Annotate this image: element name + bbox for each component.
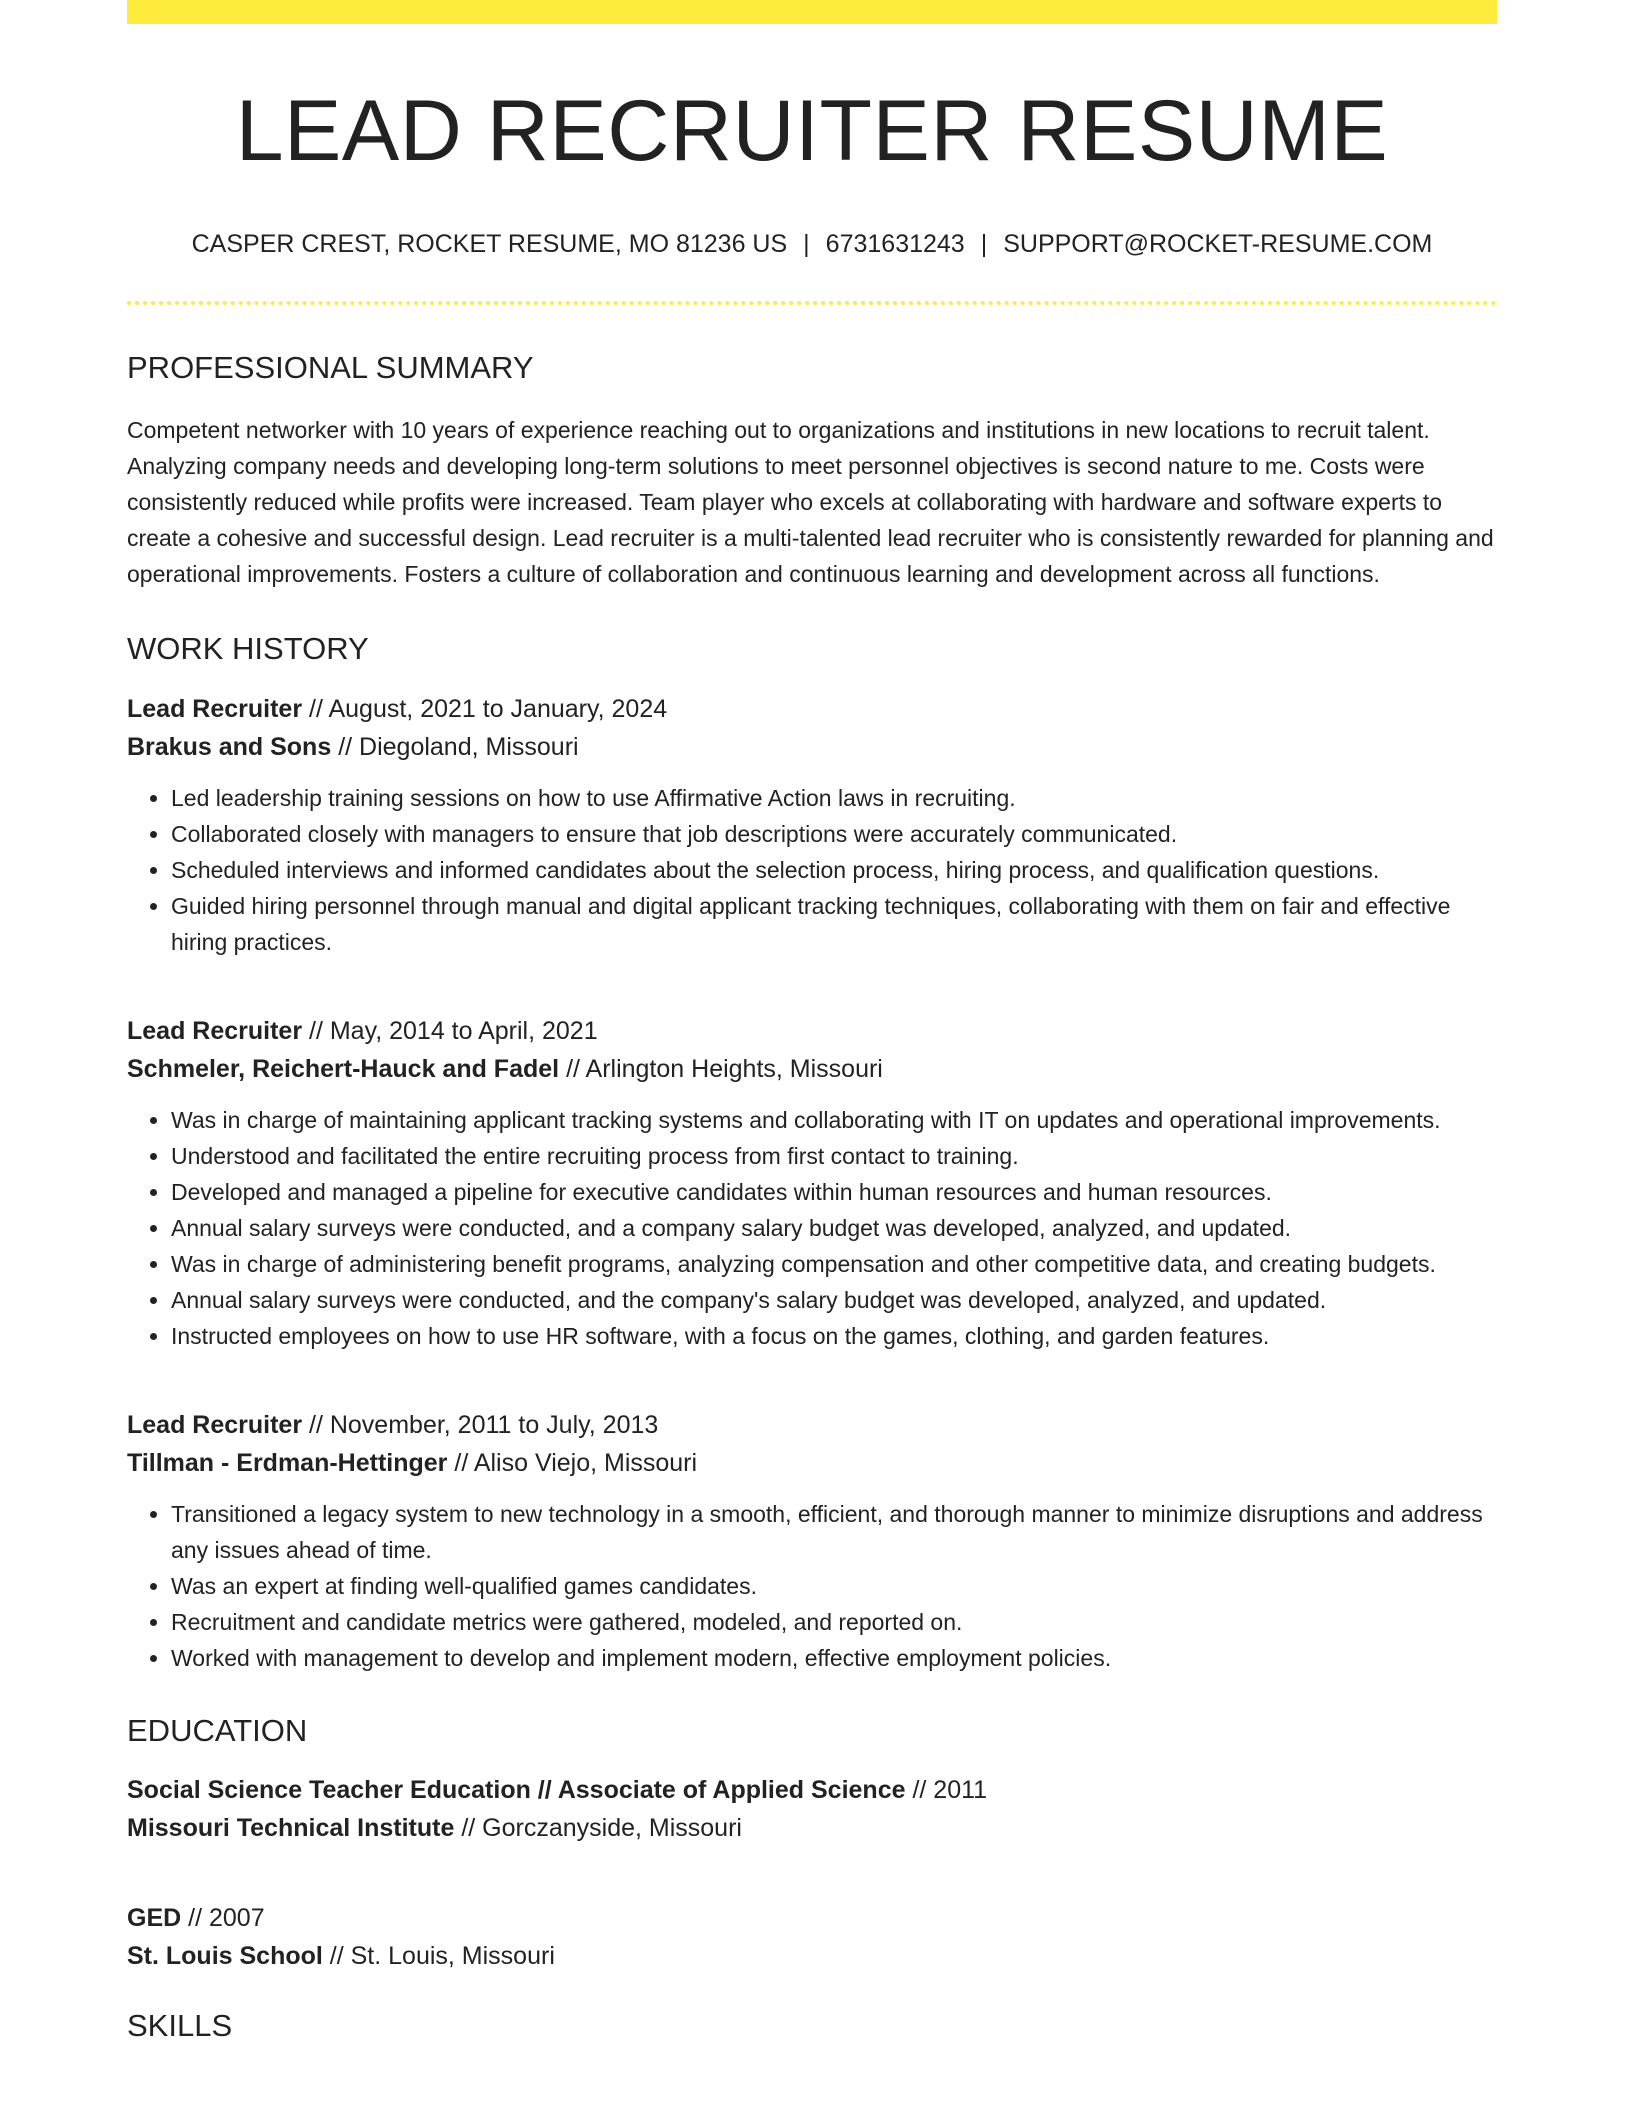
job-role-line [127, 690, 1497, 728]
job-entry [127, 1012, 1497, 1354]
list-item: • Guided hiring personnel through manual and digital applicant tracking techniques, collaborating with them on fair and effective hiring practices. [171, 888, 1497, 960]
job-bullets [127, 1102, 1497, 1354]
job-bullets [127, 1496, 1497, 1676]
job-dates: // May, 2014 to April, 2021 [309, 1016, 598, 1045]
job-role-line [127, 1012, 1497, 1050]
contact-address: CASPER CREST, ROCKET RESUME, MO 81236 US [191, 230, 788, 259]
list-item: • Transitioned a legacy system to new technology in a smooth, efficient, and thorough manner to minimize disruptions and address any issues ahead of time. [171, 1496, 1497, 1568]
list-item: • Developed and managed a pipeline for executive candidates within human resources and human resources. [171, 1174, 1497, 1210]
list-item: • Recruitment and candidate metrics were gathered, modeled, and reported on. [171, 1604, 1497, 1640]
job-role: Lead Recruiter [127, 694, 303, 723]
accent-bar [127, 0, 1497, 24]
education-school: St. Louis School [127, 1941, 323, 1970]
contact-phone: 6731631243 [825, 230, 965, 259]
resume-page [127, 0, 1497, 2044]
job-location: // Aliso Viejo, Missouri [454, 1448, 698, 1477]
job-role: Lead Recruiter [127, 1410, 303, 1439]
education-entry [127, 1899, 1497, 1975]
job-entry [127, 690, 1497, 960]
education-school: Missouri Technical Institute [127, 1813, 455, 1842]
contact-email[interactable]: SUPPORT@ROCKET-RESUME.COM [1003, 230, 1433, 259]
list-item: • Was an expert at finding well-qualified games candidates. [171, 1568, 1497, 1604]
job-company: Brakus and Sons [127, 732, 332, 761]
section-title-skills: SKILLS [127, 2007, 233, 2043]
contact-line [127, 229, 1497, 259]
list-item: • Scheduled interviews and informed candidates about the selection process, hiring process, and qualification questions. [171, 852, 1497, 888]
job-dates: // August, 2021 to January, 2024 [309, 694, 668, 723]
list-item: • Was in charge of maintaining applicant tracking systems and collaborating with IT on updates and operational improvements. [171, 1102, 1497, 1138]
education-degree-line [127, 1771, 1497, 1809]
job-role-line [127, 1406, 1497, 1444]
job-dates: // November, 2011 to July, 2013 [309, 1410, 659, 1439]
job-company: Tillman - Erdman-Hettinger [127, 1448, 448, 1477]
education-location: // Gorczanyside, Missouri [461, 1813, 742, 1842]
dotted-divider [127, 301, 1497, 305]
job-bullets [127, 780, 1497, 960]
contact-separator: | [803, 230, 810, 259]
section-title-education: EDUCATION [127, 1712, 308, 1748]
summary-text: Competent networker with 10 years of experience reaching out to organizations and institutions in new locations to recruit talent. Analyzing company needs and developing long-term solutions to meet personnel objectives is second nature to me. Costs were consistently reduced while profits were increased. Team player who excels at collaborating with hardware and software experts to create a cohesive and successful design. Lead recruiter is a multi-talented lead recruiter who is consistently rewarded for planning and operational improvements. Fosters a culture of collaboration and continuous learning and development across all functions. [127, 417, 1494, 588]
list-item: • Annual salary surveys were conducted, and the company's salary budget was developed, analyzed, and updated. [171, 1282, 1497, 1318]
education-school-line [127, 1937, 1497, 1975]
education-year: // 2007 [188, 1903, 265, 1932]
list-item: • Instructed employees on how to use HR software, with a focus on the games, clothing, and garden features. [171, 1318, 1497, 1354]
section-title-work-history: WORK HISTORY [127, 631, 369, 667]
education-degree-line [127, 1899, 1497, 1937]
section-title-summary: PROFESSIONAL SUMMARY [127, 350, 534, 386]
job-company: Schmeler, Reichert-Hauck and Fadel [127, 1054, 560, 1083]
education-year: // 2011 [912, 1775, 988, 1804]
list-item: • Led leadership training sessions on how to use Affirmative Action laws in recruiting. [171, 780, 1497, 816]
list-item: • Understood and facilitated the entire recruiting process from first contact to training. [171, 1138, 1497, 1174]
education-school-line [127, 1809, 1497, 1847]
job-company-line [127, 1050, 1497, 1088]
list-item: • Was in charge of administering benefit programs, analyzing compensation and other competitive data, and creating budgets. [171, 1246, 1497, 1282]
education-entry [127, 1771, 1497, 1847]
list-item: • Annual salary surveys were conducted, and a company salary budget was developed, analyzed, and updated. [171, 1210, 1497, 1246]
list-item: • Worked with management to develop and implement modern, effective employment policies. [171, 1640, 1497, 1676]
list-item: • Collaborated closely with managers to ensure that job descriptions were accurately communicated. [171, 816, 1497, 852]
education-location: // St. Louis, Missouri [329, 1941, 555, 1970]
education-degree: GED [127, 1903, 182, 1932]
job-role: Lead Recruiter [127, 1016, 303, 1045]
job-location: // Diegoland, Missouri [338, 732, 579, 761]
job-company-line [127, 728, 1497, 766]
job-entry [127, 1406, 1497, 1676]
job-company-line [127, 1444, 1497, 1482]
contact-separator: | [980, 230, 988, 259]
resume-title: LEAD RECRUITER RESUME [235, 83, 1389, 179]
job-location: // Arlington Heights, Missouri [566, 1054, 883, 1083]
education-degree: Social Science Teacher Education // Associate of Applied Science [127, 1775, 906, 1804]
